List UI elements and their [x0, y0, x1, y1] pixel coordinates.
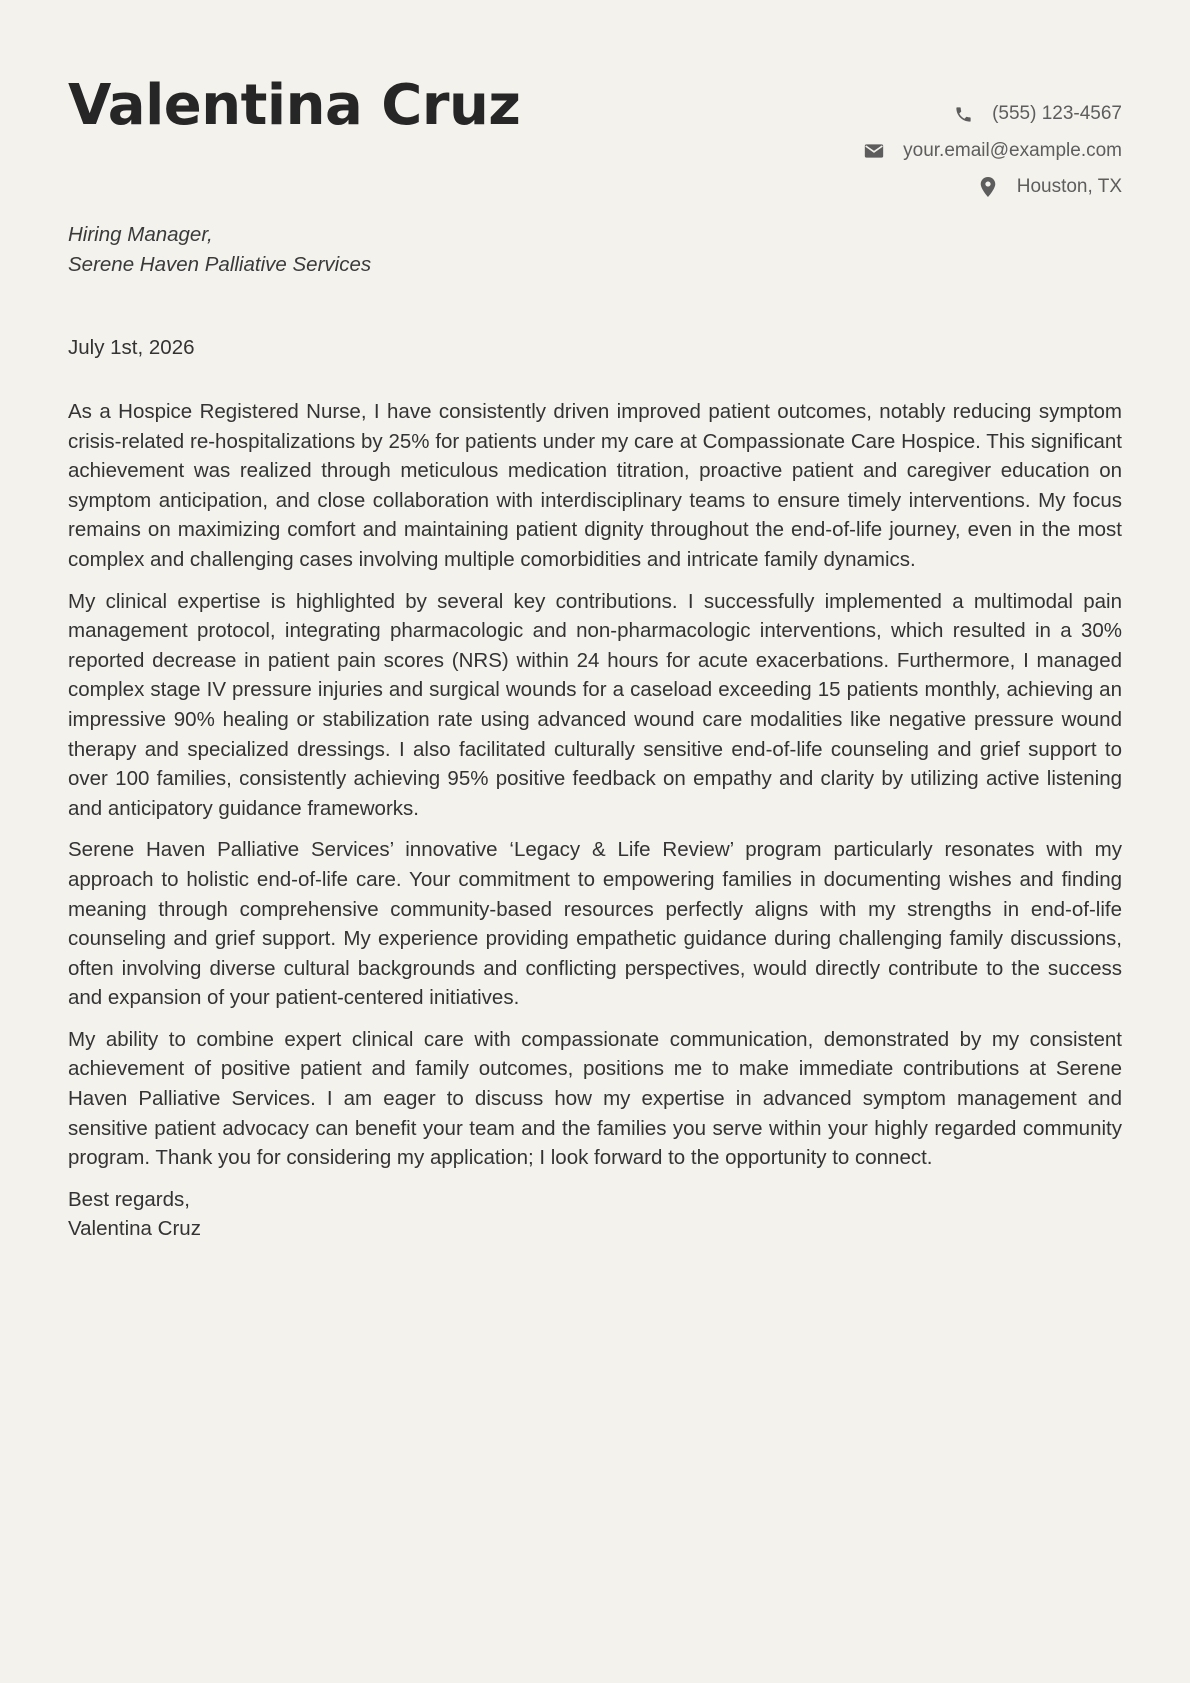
- recipient-title: Hiring Manager,: [68, 223, 213, 246]
- cover-letter-page: [68, 0, 1122, 1683]
- phone-icon: [952, 103, 974, 125]
- letter-body: [68, 397, 1122, 1244]
- recipient-block: [68, 220, 371, 280]
- contact-email: [702, 133, 1122, 170]
- location-pin-icon: [977, 176, 999, 198]
- applicant-name: Valentina Cruz: [68, 73, 521, 138]
- closing-block: [68, 1185, 1122, 1244]
- phone-text: (555) 123-4567: [992, 103, 1122, 125]
- contact-phone: [702, 96, 1122, 133]
- recipient-company: Serene Haven Palliative Services: [68, 253, 372, 276]
- signature-name: Valentina Cruz: [68, 1217, 201, 1241]
- contact-location: [702, 169, 1122, 206]
- letter-date: July 1st, 2026: [68, 336, 195, 359]
- body-paragraph-1: As a Hospice Registered Nurse, I have consistently driven improved patient outcomes, notably reducing symptom crisis-related re-hospitalizations by 25% for patients under my care at Compassionate Care Hospice. This significant achievement was realized through meticulous medication titration, proactive patient and caregiver education on symptom anticipation, and close collaboration with interdisciplinary teams to ensure timely interventions. My focus remains on maximizing comfort and maintaining patient dignity throughout the end-of-life journey, even in the most complex and challenging cases involving multiple comorbidities and intricate family dynamics.: [68, 400, 1122, 571]
- closing-salutation: Best regards,: [68, 1187, 190, 1211]
- body-paragraph-3: Serene Haven Palliative Services’ innovative ‘Legacy & Life Review’ program particularly resonates with my approach to holistic end-of-life care. Your commitment to empowering families in documenting wishes and finding meaning through comprehensive community-based resources perfectly aligns with my strengths in end-of-life counseling and grief support. My experience providing empathetic guidance during challenging family discussions, often involving diverse cultural backgrounds and conflicting perspectives, would directly contribute to the success and expansion of your patient-centered initiatives.: [68, 838, 1122, 1010]
- email-text: your.email@example.com: [903, 139, 1122, 161]
- body-paragraph-2: My clinical expertise is highlighted by several key contributions. I successfully implemented a multimodal pain management protocol, integrating pharmacologic and non-pharmacologic interventions, which resulted in a 30% reported decrease in patient pain scores (NRS) within 24 hours for acute exacerbations. Furthermore, I managed complex stage IV pressure injuries and surgical wounds for a caseload exceeding 15 patients monthly, achieving an impressive 90% healing or stabilization rate using advanced wound care modalities like negative pressure wound therapy and specialized dressings. I also facilitated culturally sensitive end-of-life counseling and grief support to over 100 families, consistently achieving 95% positive feedback on empathy and clarity by utilizing active listening and anticipatory guidance frameworks.: [68, 589, 1122, 820]
- location-text: Houston, TX: [1016, 176, 1122, 198]
- email-icon: [863, 140, 885, 162]
- contact-info: [702, 96, 1122, 206]
- body-paragraph-4: My ability to combine expert clinical care with compassionate communication, demonstrated by my consistent achievement of positive patient and family outcomes, positions me to make immediate contributions at Serene Haven Palliative Services. I am eager to discuss how my expertise in advanced symptom management and sensitive patient advocacy can benefit your team and the families you serve within your highly regarded community program. Thank you for considering my application; I look forward to the opportunity to connect.: [68, 1027, 1122, 1170]
